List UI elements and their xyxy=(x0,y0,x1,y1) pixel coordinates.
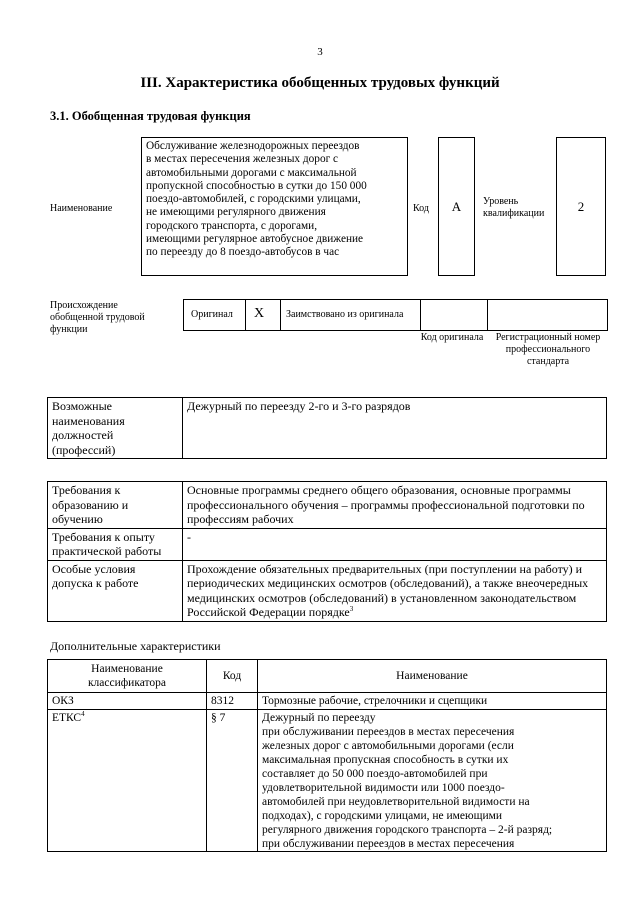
name-line: регулярного движения городского транспорта – 2-й разряд; xyxy=(262,824,553,836)
code-cell: § 7 xyxy=(207,710,258,852)
qualification-level-value: 2 xyxy=(577,198,585,214)
requirements-table xyxy=(47,481,607,622)
positions-value: Дежурный по переезду 2-го и 3-го разрядов xyxy=(183,398,607,459)
origin-original-mark: X xyxy=(254,306,265,321)
requirement-value: Основные программы среднего общего образования, основные программы профессионального обучения – программы профессиональной подготовки по профессиям рабочих xyxy=(183,482,607,529)
name-line: железных дорог с автомобильными дорогами (если xyxy=(262,740,514,752)
name-line: удовлетворительной видимости или 1000 поездо- xyxy=(262,782,505,794)
code-label: Код xyxy=(413,203,429,214)
requirement-label: Требования к образованию и обучению xyxy=(48,482,183,529)
origin-original-label: Оригинал xyxy=(191,309,233,320)
classifier-cell xyxy=(48,710,207,852)
positions-label: Возможные наименования должностей (профессий) xyxy=(48,398,183,459)
name-cell: Тормозные рабочие, стрелочники и сцепщики xyxy=(258,693,607,710)
table-row xyxy=(48,693,607,710)
qualification-level-box xyxy=(556,137,606,276)
classifier-name: ЕТКС xyxy=(52,712,82,724)
function-name-line: поездо-автомобилей, с городскими улицами, xyxy=(146,193,361,206)
origin-label: Происхождение обобщенной трудовой функции xyxy=(50,300,145,335)
name-line: максимальная пропускная способность в сутки их xyxy=(262,754,509,766)
name-line: Дежурный по переезду xyxy=(262,712,376,724)
classifier-cell xyxy=(48,693,207,710)
table-row xyxy=(48,560,607,621)
positions-table xyxy=(47,397,607,459)
function-name-line: городского транспорта, с дорогами, xyxy=(146,219,318,232)
name-line: составляет до 50 000 поездо-автомобилей при xyxy=(262,768,488,780)
footnote-marker: 4 xyxy=(81,710,85,719)
classifier-name: ОКЗ xyxy=(52,695,74,707)
section-title: III. Характеристика обобщенных трудовых функций xyxy=(140,75,500,91)
table-row xyxy=(48,398,607,459)
function-name-box xyxy=(141,137,408,276)
subsection-title: 3.1. Обобщенная трудовая функция xyxy=(50,109,251,123)
origin-box xyxy=(183,299,608,331)
code-value-box xyxy=(438,137,475,276)
name-line: подходах), с городскими улицами, не имеющими xyxy=(262,810,503,822)
requirement-label: Требования к опыту практической работы xyxy=(48,528,183,560)
column-header-name: Наименование xyxy=(258,660,607,693)
registration-number-caption: Регистрационный номер профессионального стандарта xyxy=(495,332,601,367)
function-name-label: Наименование xyxy=(50,203,113,214)
name-line: автомобилей при неудовлетворительной видимости на xyxy=(262,796,530,808)
function-name-line: Обслуживание железнодорожных переездов xyxy=(146,140,360,152)
column-header-code: Код xyxy=(207,660,258,693)
column-header-classifier: Наименование классификатора xyxy=(48,660,207,693)
function-name-line: в местах пересечения железных дорог с xyxy=(146,153,339,166)
function-name-line: имеющими регулярное автобусное движение xyxy=(146,233,364,246)
table-row xyxy=(48,528,607,560)
additional-title: Дополнительные характеристики xyxy=(50,639,221,653)
page-number: 3 xyxy=(317,46,323,58)
name-cell xyxy=(258,710,607,852)
table-row xyxy=(48,710,607,852)
requirement-value xyxy=(183,560,607,621)
table-row xyxy=(48,482,607,529)
function-name-line: пропускной способностью в сутки до 150 000 xyxy=(146,179,367,192)
name-line: при обслуживании переездов в местах пересечения xyxy=(262,726,515,738)
footnote-marker: 3 xyxy=(349,605,354,613)
function-name-line: не имеющими регулярного движения xyxy=(146,206,326,219)
name-line: при обслуживании переездов в местах пересечения xyxy=(262,838,515,850)
function-name-line: автомобильными дорогами с максимальной xyxy=(146,166,357,179)
qualification-level-label: Уровень квалификации xyxy=(483,196,545,219)
requirement-label: Особые условия допуска к работе xyxy=(48,560,183,621)
code-cell: 8312 xyxy=(207,693,258,710)
requirement-value-text: Прохождение обязательных предварительных (при поступлении на работу) и периодических медицинских осмотров (обследований), а также внеочередных медицинских осмотров (обследований) в установленном законодательством Российской Федерации порядке xyxy=(187,561,589,619)
function-name-line: по переезду до 8 поездо-автобусов в час xyxy=(146,246,340,259)
origin-borrowed-label: Заимствовано из оригинала xyxy=(286,309,404,320)
table-header-row xyxy=(48,660,607,693)
classifier-table xyxy=(47,659,607,852)
code-value: A xyxy=(451,198,462,214)
requirement-value: - xyxy=(183,528,607,560)
origin-code-caption: Код оригинала xyxy=(420,332,484,343)
